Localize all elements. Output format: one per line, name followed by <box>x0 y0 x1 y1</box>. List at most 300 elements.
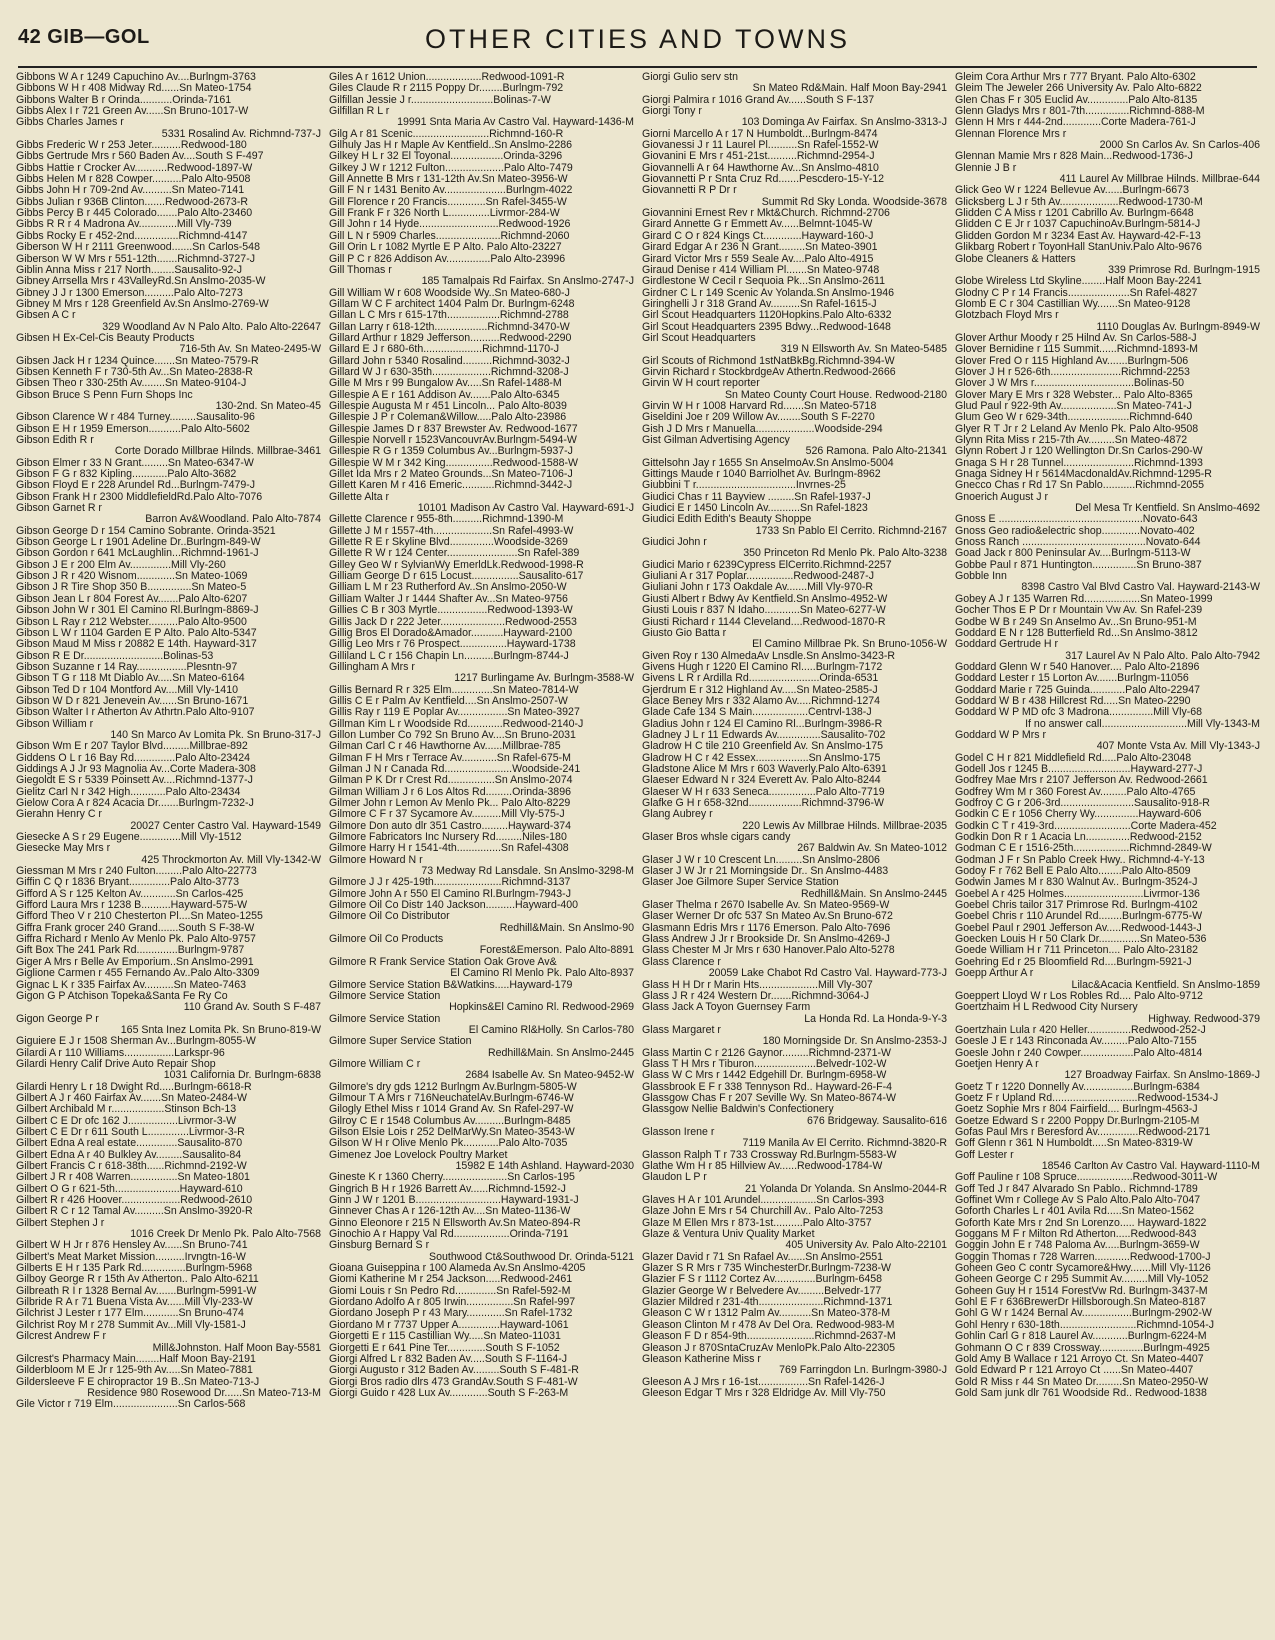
listing-entry: Gleason Clinton M r 478 Av Del Ora. Redwood-983-M <box>642 1319 895 1331</box>
listing-entry: Gibson J R Tire Shop 350 B...............Sn Mateo-5 <box>16 582 247 594</box>
listing-entry: Giorgi Bros radio dlrs 473 GrandAv.South S F-481-W <box>329 1376 578 1388</box>
listing-entry: Gilmore Fabricators Inc Nursery Rd.........Niles-180 <box>329 832 567 844</box>
listing-entry: Gillard E J r 680-6th....................Richmnd-1170-J <box>329 344 560 356</box>
listing-continuation: 20027 Center Castro Val. Hayward-1549 <box>130 820 321 832</box>
listing-entry: Glass W C Mrs r 1442 Edgehill Dr. Burlngm-6958-W <box>642 1070 887 1082</box>
listing-entry: Gohl Henry r 630-18th..........................Richmnd-1054-J <box>955 1319 1215 1331</box>
listing-entry: Godbe W B r 249 Sn Anselmo Av...Sn Bruno-951-M <box>955 616 1197 628</box>
listing-entry: Gillig Bros El Dorado&Amador...........Hayward-2100 <box>329 627 573 639</box>
listing-continuation: 19991 Snta Maria Av Castro Val. Hayward-1436-M <box>397 117 634 129</box>
listing-entry: Goheen Geo C contr Sycamore&Hwy.......Mill Vly-1126 <box>955 1263 1211 1275</box>
listing-entry: Gill Frank F r 326 North L..............Livrmor-284-W <box>329 208 560 220</box>
listing-entry: Giovanessi J r 11 Laurel Pl..........Sn Rafel-1552-W <box>642 140 879 152</box>
listing-entry: Gibson William r <box>16 718 94 730</box>
listing-entry: Gill John r 14 Hyde...........................Redwood-1926 <box>329 219 571 231</box>
listing-entry: Gillard John r 5340 Rosalind..........Richmnd-3032-J <box>329 355 570 367</box>
listing-entry: Goesle John r 240 Cowper..................Palo Alto-4814 <box>955 1047 1203 1059</box>
listing-entry: Gilmore Service Station <box>329 1013 441 1025</box>
listing-entry: Gohl E F r 636BrewerDr Hillsborough.Sn Mateo-8187 <box>955 1297 1206 1309</box>
listing-entry: Gillis Jack D r 222 Jeter......................Redwood-2553 <box>329 616 577 628</box>
listing-entry: Gilchrist Roy M r 278 Summit Av...Mill Vly-1581-J <box>16 1319 246 1331</box>
listing-entry: Gibbs R R r 4 Madrona Av.............Mill Vly-739 <box>16 219 232 231</box>
listing-entry: Gilbert O G r 621-5th......................Hayward-610 <box>16 1183 243 1195</box>
listing-continuation: 21 Yolanda Dr Yolanda. Sn Anslmo-2044-R <box>744 1183 947 1195</box>
listing-entry: Giordano Joseph P r 43 Mary.............Sn Rafel-1732 <box>329 1308 573 1320</box>
listing-continuation: 319 N Ellsworth Av. Sn Mateo-5485 <box>780 344 947 356</box>
listing-entry: Glaser J W r 10 Crescent Ln.........Sn Anslmo-2806 <box>642 854 880 866</box>
listing-entry: Giddens O L r 16 Bay Rd..............Palo Alto-23424 <box>16 752 250 764</box>
listing-entry: Gohmann O C r 839 Crossway...............Burlngm-4925 <box>955 1342 1210 1354</box>
listing-entry: Giorgetti E r 115 Castillian Wy.....Sn Mateo-11031 <box>329 1331 561 1343</box>
listing-entry: Gibbons W H r 408 Midway Rd......Sn Mateo-1754 <box>16 83 252 95</box>
listing-entry: Goetz F r Upland Rd.............................Redwood-1534-J <box>955 1092 1219 1104</box>
listing-entry: Glennan Mamie Mrs r 828 Main...Redwood-1736-J <box>955 151 1193 163</box>
listing-entry: Gist Gilman Advertising Agency <box>642 435 790 446</box>
listing-entry: Glenn H Mrs r 444-2nd.............Corte Madera-761-J <box>955 117 1196 129</box>
listing-entry: Gibson Maud M Miss r 20882 E 14th. Hayward-317 <box>16 639 257 651</box>
listing-entry: Goffinet Wm r College Av S Palo Alto.Palo Alto-7047 <box>955 1195 1201 1207</box>
listing-entry: Gladstone Alice M Mrs r 603 Waverly.Palo Alto-6391 <box>642 763 887 775</box>
listing-entry: Girl Scout Headquarters 2395 Bdwy...Redwood-1648 <box>642 321 891 333</box>
listing-entry: Gillette Clarence r 955-8th..........Richmnd-1390-M <box>329 514 564 526</box>
listing-entry: Gill Orin L r 1082 Myrtle E P Alto. Palo Alto-23227 <box>329 242 562 254</box>
listing-entry: Giudici E r 1450 Lincoln Av...........Sn Rafel-1823 <box>642 503 868 515</box>
listing-entry: Gilfillan Jessie J r............................Bolinas-7-W <box>329 94 551 106</box>
listing-entry: Gilbert C E Dr r 611 South L..............Livrmor-3-R <box>16 1126 245 1138</box>
listing-continuation: 165 Snta Inez Lomita Pk. Sn Bruno-819-W <box>120 1024 321 1036</box>
listing-entry: Gibson George D r 154 Camino Sobrante. Orinda-3521 <box>16 525 276 537</box>
listing-entry: Gillette Alta r <box>329 491 390 503</box>
listing-entry: Giuliani John r 173 Oakdale Av.......Mill Vly-970-R <box>642 582 874 594</box>
listing-entry: Gladrow H C r 42 Essex..................Sn Anslmo-175 <box>642 752 881 764</box>
listing-entry: Gillam W C F architect 1404 Palm Dr. Burlngm-6248 <box>329 298 575 310</box>
listing-entry: Giesecke A S r 29 Eugene..............Mill Vly-1512 <box>16 832 242 844</box>
header-rule <box>18 66 1257 68</box>
listing-entry: Ginochio A r Happy Val Rd...................Orinda-7191 <box>329 1229 569 1241</box>
listing-entry: Gleason C W r 1312 Palm Av...........Sn Mateo-378-M <box>642 1308 891 1320</box>
listing-entry: Gibson George L r 1901 Adeline Dr..Burlngm-849-W <box>16 537 261 549</box>
listing-entry: Glidden C A Miss r 1201 Cabrillo Av. Burlngm-6648 <box>955 208 1194 220</box>
listing-entry: Glaser Bros whsle cigars candy <box>642 832 791 844</box>
listing-entry: Gillard W J r 630-35th....................Richmnd-3208-J <box>329 366 569 378</box>
listing-entry: Gillingham A Mrs r <box>329 661 415 673</box>
listing-entry: Gifford A S r 125 Kelton Av............Sn Carlos-425 <box>16 888 244 900</box>
listing-entry: Gold Sam junk dlr 761 Woodside Rd.. Redwood-1838 <box>955 1387 1207 1399</box>
listing-entry: Giovannelli A r 64 Hawthorne Av...Sn Anslmo-4810 <box>642 162 879 174</box>
listing-entry: Gillette R W r 124 Center........................Sn Rafel-389 <box>329 548 580 560</box>
listing-entry: Glenn Gladys Mrs r 801-7th...............Richmnd-888-M <box>955 106 1205 118</box>
listing-entry: Gibson J R r 420 Wisnom.............Sn Mateo-1069 <box>16 571 248 583</box>
listing-entry: Gillespie A E r 161 Addison Av.......Palo Alto-6345 <box>329 389 560 401</box>
listing-entry: Giles A r 1612 Union...................Redwood-1091-R <box>329 72 565 83</box>
listing-entry: Glikbarg Robert r ToyonHall StanUniv.Palo Alto-9676 <box>955 242 1202 254</box>
listing-continuation: Hopkins&El Camino Rl. Redwood-2969 <box>449 1002 634 1014</box>
listing-entry: Giusti Richard r 1144 Cleveland....Redwood-1870-R <box>642 616 886 628</box>
listing-continuation: 769 Farringdon Ln. Burlngm-3980-J <box>779 1365 947 1377</box>
listing-entry: Girdlestone W Cecil r Sequoia Pk...Sn Anslmo-2611 <box>642 276 885 288</box>
listing-entry: Gibbs Percy B r 445 Colorado.......Palo Alto-23460 <box>16 208 253 220</box>
listing-entry: Gibson Garnet R r <box>16 503 102 515</box>
listing-entry: Glaser J W Jr r 21 Morningside Dr.. Sn Anslmo-4483 <box>642 866 889 878</box>
listing-entry: Glud Paul r 922-9th Av...................Sn Mateo-741-J <box>955 400 1192 412</box>
listing-entry: Gold R Miss r 44 Sn Mateo Dr.........Sn Mateo-2950-W <box>955 1376 1209 1388</box>
listing-entry: Gibson Edith R r <box>16 435 94 446</box>
listing-entry: Glover Bernidine r 115 Summit......Richmnd-1893-M <box>955 344 1198 356</box>
listing-entry: Giovanini E Mrs r 451-21st..........Richmnd-2954-J <box>642 151 875 163</box>
listing-entry: Gilbert Edna A r 40 Bulkley Av.........Sausalito-84 <box>16 1149 242 1161</box>
listing-entry: Gillespie James D r 837 Brewster Av. Redwood-1677 <box>329 423 578 435</box>
listing-entry: Giusti Albert r Bdwy Av Kentfield.Sn Anslmo-4952-W <box>642 593 888 605</box>
listing-entry: Gleason Katherine Miss r <box>642 1353 761 1365</box>
listing-entry: Goddard Glenn W r 540 Hanover.... Palo Alto-21896 <box>955 661 1200 673</box>
listing-entry: Gilroy C E r 1548 Columbus Av..........Burlngm-8485 <box>329 1115 571 1127</box>
listing-entry: Gobble Inn <box>955 571 1007 583</box>
listing-entry: Gocher Thos E P Dr r Mountain Vw Av. Sn Rafel-239 <box>955 605 1203 617</box>
listing-entry: Girl Scouts of Richmond 1stNatBkBg.Richmnd-394-W <box>642 355 895 367</box>
listing-entry: Gilg A r 81 Scenic..........................Richmnd-160-R <box>329 128 564 140</box>
listing-entry: Gibbs Gertrude Mrs r 560 Baden Av....South S F-497 <box>16 151 264 163</box>
listing-entry: Glennie J B r <box>955 162 1017 174</box>
listing-entry: Glaves H A r 101 Arundel...................Sn Carlos-393 <box>642 1195 885 1207</box>
listing-entry: Gilderbloom M E Jr r 125-9th Av.....Sn Mateo-7881 <box>16 1365 253 1377</box>
listing-entry: Gilboy George R r 15th Av Atherton.. Palo Alto-6211 <box>16 1274 259 1286</box>
listing-continuation: 329 Woodland Av N Palo Alto. Palo Alto-22647 <box>102 321 321 333</box>
listing-continuation: 18546 Carlton Av Castro Val. Hayward-1110-M <box>1041 1161 1260 1172</box>
listing-entry: Ginno Eleonore r 215 N Ellsworth Av.Sn Mateo-894-R <box>329 1217 581 1229</box>
listing-entry: Glazier F S r 1112 Cortez Av..............Burlngm-6458 <box>642 1274 883 1286</box>
listing-entry: Giorgi Gulio serv stn <box>642 72 738 83</box>
listing-entry: Gilman William J r 6 Los Altos Rd.........Orinda-3896 <box>329 786 571 798</box>
listing-entry: Giringhelli J r 318 Grand Av..........Sn Rafel-1615-J <box>642 298 877 310</box>
listing-entry: Glaser Joe Gilmore Super Service Station <box>642 877 839 889</box>
listing-entry: Gleeson A J Mrs r 16-1st.................Sn Rafel-1426-J <box>642 1376 885 1388</box>
listing-entry: Gleason F D r 854-9th.......................Richmnd-2637-M <box>642 1331 896 1343</box>
listing-entry: Giusti Louis r 837 N Idaho............Sn Mateo-6277-W <box>642 605 886 617</box>
listing-entry: Gibbs Alex I r 721 Green Av......Sn Bruno-1017-W <box>16 106 249 118</box>
listing-entry: Giordano M r 7737 Upper A..............Hayward-1061 <box>329 1319 569 1331</box>
listing-entry: Goetz Sophie Mrs r 804 Fairfield.... Burlngm-4563-J <box>955 1104 1198 1116</box>
listing-entry: Goebel Chris r 110 Arundel Rd........Burlngm-6775-W <box>955 911 1203 923</box>
listing-entry: Glassbrook E F r 338 Tennyson Rd.. Hayward-26-F-4 <box>642 1081 893 1093</box>
listing-entry: Goggans M F r Milton Rd Atherton.....Redwood-843 <box>955 1229 1197 1241</box>
listing-entry: Gilman F H Mrs r Terrace Av............Sn Rafel-675-M <box>329 752 571 764</box>
listing-entry: Gillespie Norvell r 1523VancouvrAv.Burlngm-5494-W <box>329 435 577 446</box>
listing-entry: Glass Andrew J Jr r Brookside Dr. Sn Anslmo-4269-J <box>642 934 890 946</box>
listing-entry: Gillan L C Mrs r 615-17th..................Richmnd-2788 <box>329 310 569 322</box>
listing-entry: Gillespie J P r Coleman&Willow.....Palo Alto-23986 <box>329 412 567 424</box>
listing-entry: Gilmore Service Station <box>329 990 441 1002</box>
listing-entry: Giffin C Q r 1836 Bryant..............Palo Alto-3773 <box>16 877 239 889</box>
listing-continuation: Redhill&Main. Sn Anslmo-2445 <box>800 888 947 900</box>
listing-entry: Glidden C E Jr r 1037 CapuchinoAv.Burlngm-5814-J <box>955 219 1201 231</box>
listing-entry: Giberson W W Mrs r 551-12th.......Richmnd-3727-J <box>16 253 256 265</box>
listing-entry: Gillette R E r Skyline Blvd...............Woodside-3269 <box>329 537 568 549</box>
listing-entry: Gilbert R r 426 Hoover....................Redwood-2610 <box>16 1195 253 1207</box>
listing-entry: Goddard Lester r 15 Lorton Av.......Burlngm-11056 <box>955 673 1189 685</box>
listing-entry: Glaser Werner Dr ofc 537 Sn Mateo Av.Sn Bruno-672 <box>642 911 893 923</box>
listing-continuation: El Camino Rl Menlo Pk. Palo Alto-8937 <box>450 968 634 980</box>
listing-entry: Gibsen Theo r 330-25th Av........Sn Mateo-9104-J <box>16 378 247 390</box>
listing-entry: Gilmore Oil Co Distributor <box>329 911 450 923</box>
listing-continuation: 5331 Rosalind Av. Richmnd-737-J <box>161 128 321 140</box>
listing-entry: Girard C O r 824 Kings Ct.............Hayward-160-J <box>642 230 874 242</box>
listing-entry: Gifford Theo V r 210 Chesterton Pl....Sn Mateo-1255 <box>16 911 263 923</box>
listing-entry: Glover J W Mrs r..................................Bolinas-50 <box>955 378 1184 390</box>
listing-entry: Gillet Ida Mrs r 2 Mateo Grounds...Sn Mateo-7106-J <box>329 469 573 481</box>
listing-entry: Gladius John r 124 El Camino Rl...Burlngm-3986-R <box>642 718 883 730</box>
listing-entry: Glaeser Edward N r 324 Everett Av. Palo Alto-8244 <box>642 775 881 787</box>
listing-entry: Glass Clarence r <box>642 956 721 968</box>
listing-entry: Goertzhain Lula r 420 Heller...............Redwood-252-J <box>955 1024 1206 1036</box>
listing-entry: Gibbs Rocky E r 452-2nd...............Richmnd-4147 <box>16 230 248 242</box>
listing-entry: Giomi Katherine M r 254 Jackson.....Redwood-2461 <box>329 1274 573 1286</box>
listing-entry: Glennan Florence Mrs r <box>955 128 1067 140</box>
listing-entry: Goff Lester r <box>955 1149 1014 1161</box>
listing-entry: Gilbert W H Jr r 876 Hensley Av......Sn Bruno-741 <box>16 1240 248 1252</box>
listing-entry: Gill Thomas r <box>329 264 392 276</box>
listing-entry: Giorgi Alfred L r 832 Baden Av.....South S F-1164-J <box>329 1353 568 1365</box>
listing-entry: Gilmore C F r 37 Sycamore Av..........Mill Vly-575-J <box>329 809 565 821</box>
listing-entry: Gilmore John A r 550 El Camino Rl.Burlngm-7943-J <box>329 888 571 900</box>
listing-entry: Godfrey Wm M r 360 Forest Av.........Palo Alto-4765 <box>955 786 1196 798</box>
page-number-range: 42 GIB—GOL <box>18 26 150 48</box>
listing-entry: Glass H H Dr r Marin Hts....................Mill Vly-307 <box>642 979 873 991</box>
listing-entry: Gillon Lumber Co 792 Sn Bruno Av....Sn Bruno-2031 <box>329 729 576 741</box>
listing-entry: Gladrow H C tile 210 Greenfield Av. Sn Anslmo-175 <box>642 741 884 753</box>
listing-entry: Gibson Frank H r 2300 MiddlefieldRd.Palo Alto-7076 <box>16 491 263 503</box>
listing-entry: Girvin Richard r StockbrdgeAv Athertn.Redwood-2666 <box>642 366 896 378</box>
listing-entry: Glynn Robert J r 120 Wellington Dr.Sn Carlos-290-W <box>955 446 1203 458</box>
listing-entry: Gilbride R A r 71 Buena Vista Av......Mill Vly-233-W <box>16 1297 253 1309</box>
listing-entry: Gilliam L M r 23 Rutherford Av..Sn Anslmo-2050-W <box>329 582 567 594</box>
listing-entry: Gillis Bernard R r 325 Elm..............Sn Mateo-7814-W <box>329 684 579 696</box>
listing-entry: Gilmore Service Station B&Watkins.....Hayward-179 <box>329 979 573 991</box>
listing-entry: Goddard W P MD ofc 3 Madrona...............Mill Vly-68 <box>955 707 1203 719</box>
listing-entry: Gibbons Walter B r Orinda...........Orinda-7161 <box>16 94 232 106</box>
listing-entry: Goecken Louis H r 50 Clark Dr..............Sn Mateo-536 <box>955 934 1207 946</box>
listing-entry: Glotzbach Floyd Mrs r <box>955 310 1059 322</box>
listing-entry: Giesecke May Mrs r <box>16 843 111 855</box>
listing-entry: Glaze John E Mrs r 54 Churchill Av.. Palo Alto-7253 <box>642 1206 884 1218</box>
listing-entry: Glassgow Chas F r 207 Seville Wy. Sn Mateo-8674-W <box>642 1092 897 1104</box>
listing-entry: Goehring Ed r 25 Bloomfield Rd....Burlngm-5921-J <box>955 956 1192 968</box>
listing-continuation: La Honda Rd. La Honda-9-Y-3 <box>804 1013 947 1025</box>
listing-continuation: 130-2nd. Sn Mateo-45 <box>215 400 321 412</box>
listing-continuation: 10101 Madison Av Castro Val. Hayward-691-J <box>417 503 634 515</box>
listing-entry: Giessman M Mrs r 240 Fulton.........Palo Alto-22773 <box>16 866 257 878</box>
listing-entry: Gibbs John H r 709-2nd Av..........Sn Mateo-7141 <box>16 185 245 197</box>
listing-entry: Glaeser W H r 633 Seneca................Palo Alto-7719 <box>642 786 885 798</box>
listing-entry: Gibson R E Dr...........................Bolinas-53 <box>16 650 214 662</box>
listing-entry: Gillies C B r 303 Myrtle.................Redwood-1393-W <box>329 605 573 617</box>
listing-entry: Gladney J L r 11 Edwards Av...............Sausalito-702 <box>642 729 886 741</box>
listing-entry: Gnoss E .................................................Novato-643 <box>955 514 1198 526</box>
listing-entry: Glover Arthur Moody r 25 Hilnd Av. Sn Carlos-588-J <box>955 332 1197 344</box>
listing-entry: Gigon George P r <box>16 1013 99 1025</box>
listing-entry: Goforth Charles L r 401 Avila Rd.....Sn Mateo-1562 <box>955 1206 1195 1218</box>
listing-entry: Goddard E N r 128 Butterfield Rd...Sn Anslmo-3812 <box>955 627 1198 639</box>
listing-entry: Giles Claude R r 2115 Poppy Dr........Burlngm-792 <box>329 83 564 95</box>
listing-continuation: Mill&Johnston. Half Moon Bay-5581 <box>152 1342 321 1354</box>
listing-entry: Gilbert A J r 460 Fairfax Av.......Sn Mateo-2484-W <box>16 1092 248 1104</box>
listing-entry: Gnoss Geo radio&electric shop.............Novato-402 <box>955 525 1195 537</box>
listing-entry: Giudici Chas r 11 Bayview .........Sn Rafel-1937-J <box>642 491 871 503</box>
listing-entry: Gibbs Charles James r <box>16 117 124 129</box>
listing-continuation: El Camino Rl&Holly. Sn Carlos-780 <box>468 1024 634 1036</box>
listing-entry: Gineste K r 1360 Cherry......................Sn Carlos-195 <box>329 1172 575 1184</box>
listing-entry: Glass Martin C r 2126 Gaynor.........Richmnd-2371-W <box>642 1047 892 1059</box>
listing-entry: Gilcrest's Pharmacy Main........Half Moon Bay-2191 <box>16 1353 256 1365</box>
listing-entry: Goddard Gertrude H r <box>955 639 1059 651</box>
listing-entry: Globe Cleaners & Hatters <box>955 253 1076 265</box>
listing-continuation: If no answer call.............................Mill Vly-1343-M <box>1025 718 1260 730</box>
listing-entry: Gilbert's Meat Market Mission..........Irvngtn-16-W <box>16 1251 246 1263</box>
listing-entry: Glaudon L P r <box>642 1172 707 1184</box>
listing-continuation: 2684 Isabelle Av. Sn Mateo-9452-W <box>465 1070 634 1082</box>
listing-entry: Given Roy r 130 AlmedaAv Lnsdle.Sn Anslmo-3423-R <box>642 650 896 662</box>
listing-entry: Goheen George C r 295 Summit Av.........Mill Vly-1052 <box>955 1274 1209 1286</box>
listing-entry: Gillespie W M r 342 King................Redwood-1588-W <box>329 457 579 469</box>
listing-entry: Gilogly Ethel Miss r 1014 Grand Av. Sn Rafel-297-W <box>329 1104 574 1116</box>
listing-entry: Goede William H r 711 Princeton.... Palo Alto-23182 <box>955 945 1198 957</box>
listing-entry: Gillard Arthur r 1829 Jefferson..........Redwood-2290 <box>329 332 572 344</box>
listing-entry: Gilkey J W r 1212 Fulton....................Palo Alto-7479 <box>329 162 573 174</box>
listing-continuation: 267 Baldwin Av. Sn Mateo-1012 <box>797 843 947 855</box>
listing-entry: Gilley Geo W r SylvianWy EmerldLk.Redwood-1998-R <box>329 559 584 571</box>
listing-entry: Ginsburg Bernard S r <box>329 1240 430 1252</box>
listing-entry: Gillis Ray r 119 E Poplar Av.................Sn Mateo-3927 <box>329 707 580 719</box>
listing-entry: Gibson Ted D r 104 Montford Av....Mill Vly-1410 <box>16 684 238 696</box>
listing-entry: Giorgetti E r 641 Pine Ter.............South S F-1052 <box>329 1342 560 1354</box>
listing-entry: Gifford Laura Mrs r 1238 B..........Hayward-575-W <box>16 900 248 912</box>
listing-entry: Godell Jos r 1245 B............................Hayward-277-J <box>955 763 1203 775</box>
listing-entry: Gilman Carl C r 46 Hawthorne Av......Millbrae-785 <box>329 741 561 753</box>
listing-entry: Giger A Mrs r Belle Av Emporium..Sn Anslmo-2991 <box>16 956 254 968</box>
listing-entry: Giudici John r <box>642 537 707 549</box>
listing-entry: Gibson E H r 1959 Emerson...........Palo Alto-5602 <box>16 423 250 435</box>
listing-entry: Goetz T r 1220 Donnelly Av.................Burlngm-6384 <box>955 1081 1200 1093</box>
listing-entry: Goesle J E r 143 Rinconada Av.........Palo Alto-7155 <box>955 1036 1197 1048</box>
listing-entry: Gillett Karen M r 416 Emeric...........Richmnd-3442-J <box>329 480 573 492</box>
listing-entry: Goggin John E r 748 Paloma Av.....Burlngm-3659-W <box>955 1240 1200 1252</box>
listing-entry: Gibbs Julian r 936B Clinton.......Redwood-2673-R <box>16 196 249 208</box>
listing-entry: Gilman P K Dr r Crest Rd................Sn Anslmo-2074 <box>329 775 573 787</box>
listing-entry: Gilardi Henry Calif Drive Auto Repair Shop <box>16 1058 216 1070</box>
listing-entry: Gilmore R Frank Service Station Oak Grove Av& <box>329 956 557 968</box>
listing-entry: Giddings A J Jr 93 Magnolia Av...Corte Madera-308 <box>16 763 256 775</box>
listing-continuation: 8398 Castro Val Blvd Castro Val. Hayward-2143-W <box>1021 582 1260 594</box>
listing-continuation: 350 Princeton Rd Menlo Pk. Palo Alto-3238 <box>743 548 947 560</box>
listing-entry: Gilbert Francis C r 618-38th......Richmnd-2192-W <box>16 1161 247 1172</box>
listing-continuation: Sn Mateo County Court House. Redwood-2180 <box>724 389 947 401</box>
listing-entry: Girl Scout Headquarters <box>642 332 756 344</box>
listing-entry: Gillespie R G r 1359 Columbus Av...Burlngm-5937-J <box>329 446 573 458</box>
listing-entry: Gibbons W A r 1249 Capuchino Av....Burlngm-3763 <box>16 72 256 83</box>
listing-columns <box>16 72 1261 1632</box>
listing-entry: Gibsen Jack H r 1234 Quince.......Sn Mateo-7579-R <box>16 355 259 367</box>
listing-continuation: 716-5th Av. Sn Mateo-2495-W <box>179 344 321 356</box>
listing-continuation: Residence 980 Rosewood Dr......Sn Mateo-713-M <box>87 1387 321 1399</box>
listing-continuation: 127 Broadway Fairfax. Sn Anslmo-1869-J <box>1064 1070 1260 1082</box>
listing-entry: Gibson J E r 200 Elm Av..............Mill Vly-260 <box>16 559 226 571</box>
listing-entry: Glynn Rita Miss r 215-7th Av.........Sn Mateo-4872 <box>955 435 1188 446</box>
listing-continuation: 15982 E 14th Ashland. Hayward-2030 <box>455 1161 634 1172</box>
listing-entry: Glass J R r 424 Western Dr.......Richmnd-3064-J <box>642 990 870 1002</box>
listing-entry: Glathe Wm H r 85 Hillview Av......Redwood-1784-W <box>642 1161 883 1172</box>
listing-entry: Gilbert R C r 12 Tamal Av..........Sn Anslmo-3920-R <box>16 1206 253 1218</box>
listing-continuation: 73 Medway Rd Lansdale. Sn Anslmo-3298-M <box>421 866 634 878</box>
listing-entry: Godwin James M r 830 Walnut Av.. Burlngm-3524-J <box>955 877 1198 889</box>
listing-continuation: Barron Av&Woodland. Palo Alto-7874 <box>145 514 321 526</box>
listing-entry: Gillespie Augusta M r 451 Lincoln... Palo Alto-8039 <box>329 400 567 412</box>
listing-entry: Gibbs Hattie r Crocker Av...........Redwood-1897-W <box>16 162 253 174</box>
listing-entry: Gilardi Henry L r 18 Dwight Rd.....Burlngm-6618-R <box>16 1081 252 1093</box>
listing-entry: Glick Geo W r 1224 Bellevue Av......Burlngm-6673 <box>955 185 1189 197</box>
listing-column-3 <box>642 72 947 1632</box>
listing-entry: Giorgi Augusto r 312 Baden Av.........South S F-481-R <box>329 1365 579 1377</box>
listing-entry: Goff Pauline r 108 Spruce...................Redwood-3011-W <box>955 1172 1218 1184</box>
listing-continuation: 425 Throckmorton Av. Mill Vly-1342-W <box>141 854 321 866</box>
listing-entry: Giorni Marcello A r 17 N Humboldt...Burlngm-8474 <box>642 128 878 140</box>
listing-entry: Gibson W D r 821 Jenevein Av......Sn Bruno-1671 <box>16 695 249 707</box>
listing-entry: Gibson Walter I r Atherton Av Athrtn.Palo Alto-9107 <box>16 707 255 719</box>
listing-entry: Gile Victor r 719 Elm......................Sn Carlos-568 <box>16 1399 246 1411</box>
listing-entry: Gilmore Harry H r 1541-4th...............Sn Rafel-4308 <box>329 843 569 855</box>
listing-entry: Glover Mary E Mrs r 328 Webster... Palo Alto-8365 <box>955 389 1193 401</box>
listing-entry: Giegoldt E S r 5339 Poinsett Av....Richmnd-1377-J <box>16 775 253 787</box>
listing-entry: Glazier Mildred r 231-4th......................Richmnd-1371 <box>642 1297 893 1309</box>
listing-entry: Gilson Elsie Lois r 252 DelMarWy.Sn Mateo-3543-W <box>329 1126 575 1138</box>
listing-entry: Giseldini Joe r 209 Willow Av........South S F-2270 <box>642 412 875 424</box>
listing-entry: Gilliam George D r 615 Locust................Sausalito-617 <box>329 571 584 583</box>
listing-entry: Godman C E r 1516-25th...................Richmnd-2849-W <box>955 843 1212 855</box>
listing-entry: Giordano Adolfo A r 805 Irwin................Sn Rafel-997 <box>329 1297 576 1309</box>
listing-entry: Gohl G W r 1424 Bernal Av.................Burlngm-2902-W <box>955 1308 1212 1320</box>
listing-entry: Giffra Richard r Menlo Av Menlo Pk. Palo Alto-9757 <box>16 934 256 946</box>
listing-entry: Giorgi Guido r 428 Lux Av.............South S F-263-M <box>329 1387 569 1399</box>
listing-entry: Gibney M Mrs r 128 Greenfield Av.Sn Anslmo-2769-W <box>16 298 269 310</box>
listing-entry: Godfroy C G r 206-3rd.........................Sausalito-918-R <box>955 798 1210 809</box>
listing-entry: Girard Victor Mrs r 559 Seale Av....Palo Alto-4915 <box>642 253 874 265</box>
listing-continuation: Forest&Emerson. Palo Alto-8891 <box>479 945 634 957</box>
listing-entry: Gjerdrum E r 312 Highland Av.....Sn Mateo-2585-J <box>642 684 878 696</box>
listing-entry: Gille M Mrs r 99 Bungalow Av.....Sn Rafel-1488-M <box>329 378 562 390</box>
listing-entry: Gilliam Walter J r 1444 Shafter Av...Sn Mateo-9756 <box>329 593 568 605</box>
listing-entry: Gnoerich August J r <box>955 491 1049 503</box>
listing-entry: Gold Edward P r 121 Arroyo Ct ......Sn Mateo-4407 <box>955 1365 1194 1377</box>
listing-entry: Glyer R T Jr r 2 Leland Av Menlo Pk. Palo Alto-9508 <box>955 423 1199 435</box>
listing-continuation: 103 Dominga Av Fairfax. Sn Anslmo-3313-J <box>741 117 947 129</box>
listing-entry: Giuliani A r 317 Poplar................Redwood-2487-J <box>642 571 875 583</box>
listing-continuation: 7119 Manila Av El Cerrito. Richmnd-3820-R <box>742 1138 947 1150</box>
listing-entry: Glass Chester M Jr Mrs r 630 Hanover.Palo Alto-5278 <box>642 945 895 957</box>
listing-entry: Girdner C L r 149 Scenic Av Yolanda.Sn Anslmo-1946 <box>642 287 895 299</box>
listing-continuation: 411 Laurel Av Millbrae Hilnds. Millbrae-644 <box>1059 174 1260 186</box>
listing-entry: Gigon G P Atchison Topeka&Santa Fe Ry Co <box>16 990 228 1002</box>
listing-entry: Glasson Irene r <box>642 1126 715 1138</box>
listing-entry: Glaser Thelma r 2670 Isabelle Av. Sn Mateo-9569-W <box>642 900 890 912</box>
listing-continuation: Sn Mateo Rd&Main. Half Moon Bay-2941 <box>752 83 947 95</box>
listing-entry: Gilmore Howard N r <box>329 854 423 866</box>
listing-entry: Giguiere E J r 1508 Sherman Av...Burlngm-8055-W <box>16 1036 256 1048</box>
listing-entry: Giglione Carmen r 455 Fernando Av..Palo Alto-3309 <box>16 968 260 980</box>
listing-entry: Glasmann Edris Mrs r 1176 Emerson. Palo Alto-7696 <box>642 922 891 934</box>
listing-entry: Gnaga S H r 28 Tunnel........................Richmnd-1393 <box>955 457 1203 469</box>
listing-entry: Glover Fred O r 115 Highland Av.......Burlngm-506 <box>955 355 1189 367</box>
listing-entry: Glazer David r 71 Sn Rafael Av......Sn Anslmo-2551 <box>642 1251 884 1263</box>
listing-entry: Gibsen H Ex-Cel-Cis Beauty Products <box>16 332 195 344</box>
listing-entry: Gibson Floyd E r 228 Arundel Rd...Burlngm-7479-J <box>16 480 256 492</box>
